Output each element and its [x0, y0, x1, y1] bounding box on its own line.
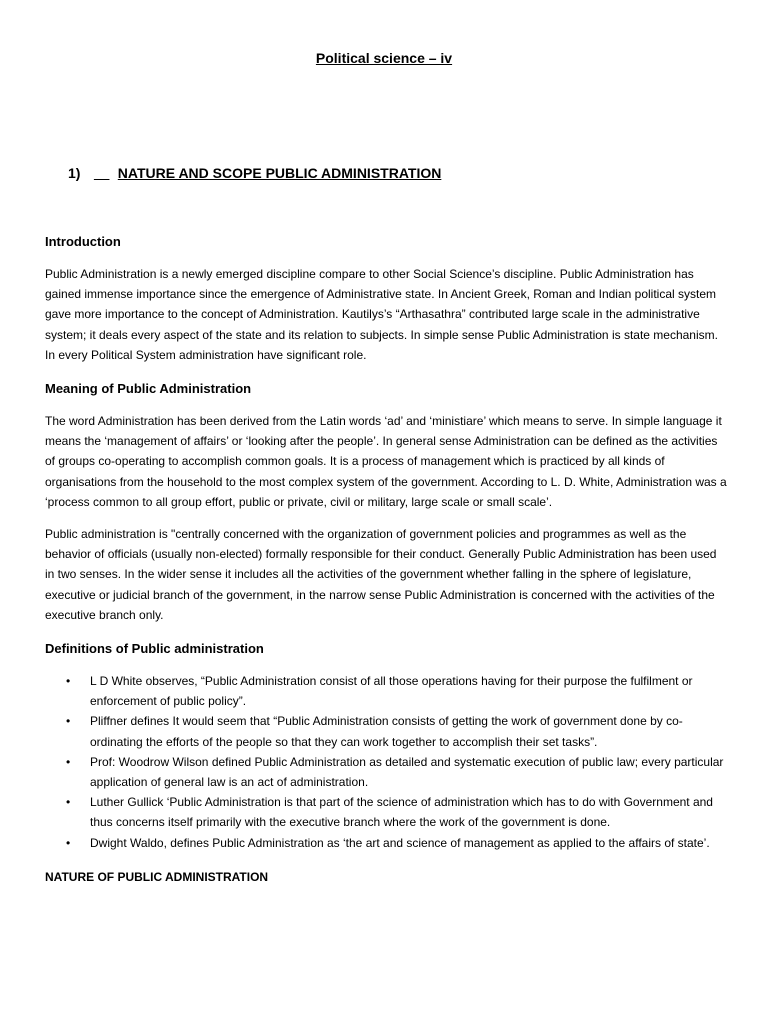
introduction-paragraph: Public Administration is a newly emerged discipline compare to other Social Science’s discipline. Public Administration has gained immense importance since the emergence of Administrative state. In Ancient Greek, Roman and Indian political system gave more importance to the concept of Administration. Kautilys’s “Arthasathra” contributed large scale in the administrative system; it deals every aspect of the state and its relation to subjects. In simple sense Public Administration is state mechanism. In every Political System administration have significant role.: [45, 267, 718, 362]
nature-heading: NATURE OF PUBLIC ADMINISTRATION: [45, 869, 269, 884]
list-item: [45, 833, 729, 853]
bullet-icon: •: [66, 674, 71, 689]
bullet-icon: •: [66, 795, 71, 810]
definition-text: Luther Gullick ‘Public Administration is that part of the science of administration which has to do with Government and thus concerns itself primarily with the executive branch where the work of the government is done.: [90, 795, 713, 830]
definition-text: Pliffner defines It would seem that “Public Administration consists of getting the work of government done by co-ordinating the efforts of the people so that they can work together to accomplish their set tasks”.: [90, 714, 683, 749]
list-item: [45, 792, 729, 832]
document-title: Political science – iv: [315, 50, 453, 66]
chapter-title: NATURE AND SCOPE PUBLIC ADMINISTRATION: [117, 165, 442, 181]
document-body: [45, 232, 729, 887]
meaning-heading: Meaning of Public Administration: [45, 381, 252, 397]
bullet-icon: •: [66, 714, 71, 729]
chapter-underline-gap: [94, 163, 114, 183]
list-item: [45, 711, 729, 751]
introduction-heading: Introduction: [45, 234, 121, 249]
chapter-number: 1): [68, 165, 81, 181]
meaning-paragraph-1: The word Administration has been derived from the Latin words ‘ad’ and ‘ministiare’ which means to serve. In simple language it means the ‘management of affairs’ or ‘looking after the people’. In general sense Administration can be defined as the activities of groups co-operating to accomplish common goals. It is a process of management which is practiced by all kinds of organisations from the household to the most complex system of the government. According to L. D. White, Administration was a ‘process common to all group effort, public or private, civil or military, large scale or small scale’.: [45, 414, 727, 509]
bullet-icon: •: [66, 835, 71, 850]
definitions-heading: Definitions of Public administration: [45, 641, 264, 657]
definition-text: Dwight Waldo, defines Public Administration as ‘the art and science of management as applied to the affairs of state’.: [90, 835, 710, 850]
list-item: [45, 671, 729, 711]
definition-text: L D White observes, “Public Administration consist of all those operations having for their purpose the fulfilment or enforcement of public policy”.: [90, 674, 693, 709]
chapter-heading: [68, 163, 441, 183]
list-item: [45, 752, 729, 792]
definitions-list: [45, 671, 729, 853]
meaning-paragraph-2: Public administration is "centrally concerned with the organization of government policies and programmes as well as the behavior of officials (usually non-elected) formally responsible for their conduct. Generally Public Administration has been used in two senses. In the wider sense it includes all the activities of the government whether falling in the sphere of legislature, executive or judicial branch of the government, in the narrow sense Public Administration is concerned with the activities of the executive branch only.: [45, 527, 717, 622]
definition-text: Prof: Woodrow Wilson defined Public Administration as detailed and systematic execution of public law; every particular application of general law is an act of administration.: [90, 754, 724, 790]
bullet-icon: •: [66, 754, 71, 769]
